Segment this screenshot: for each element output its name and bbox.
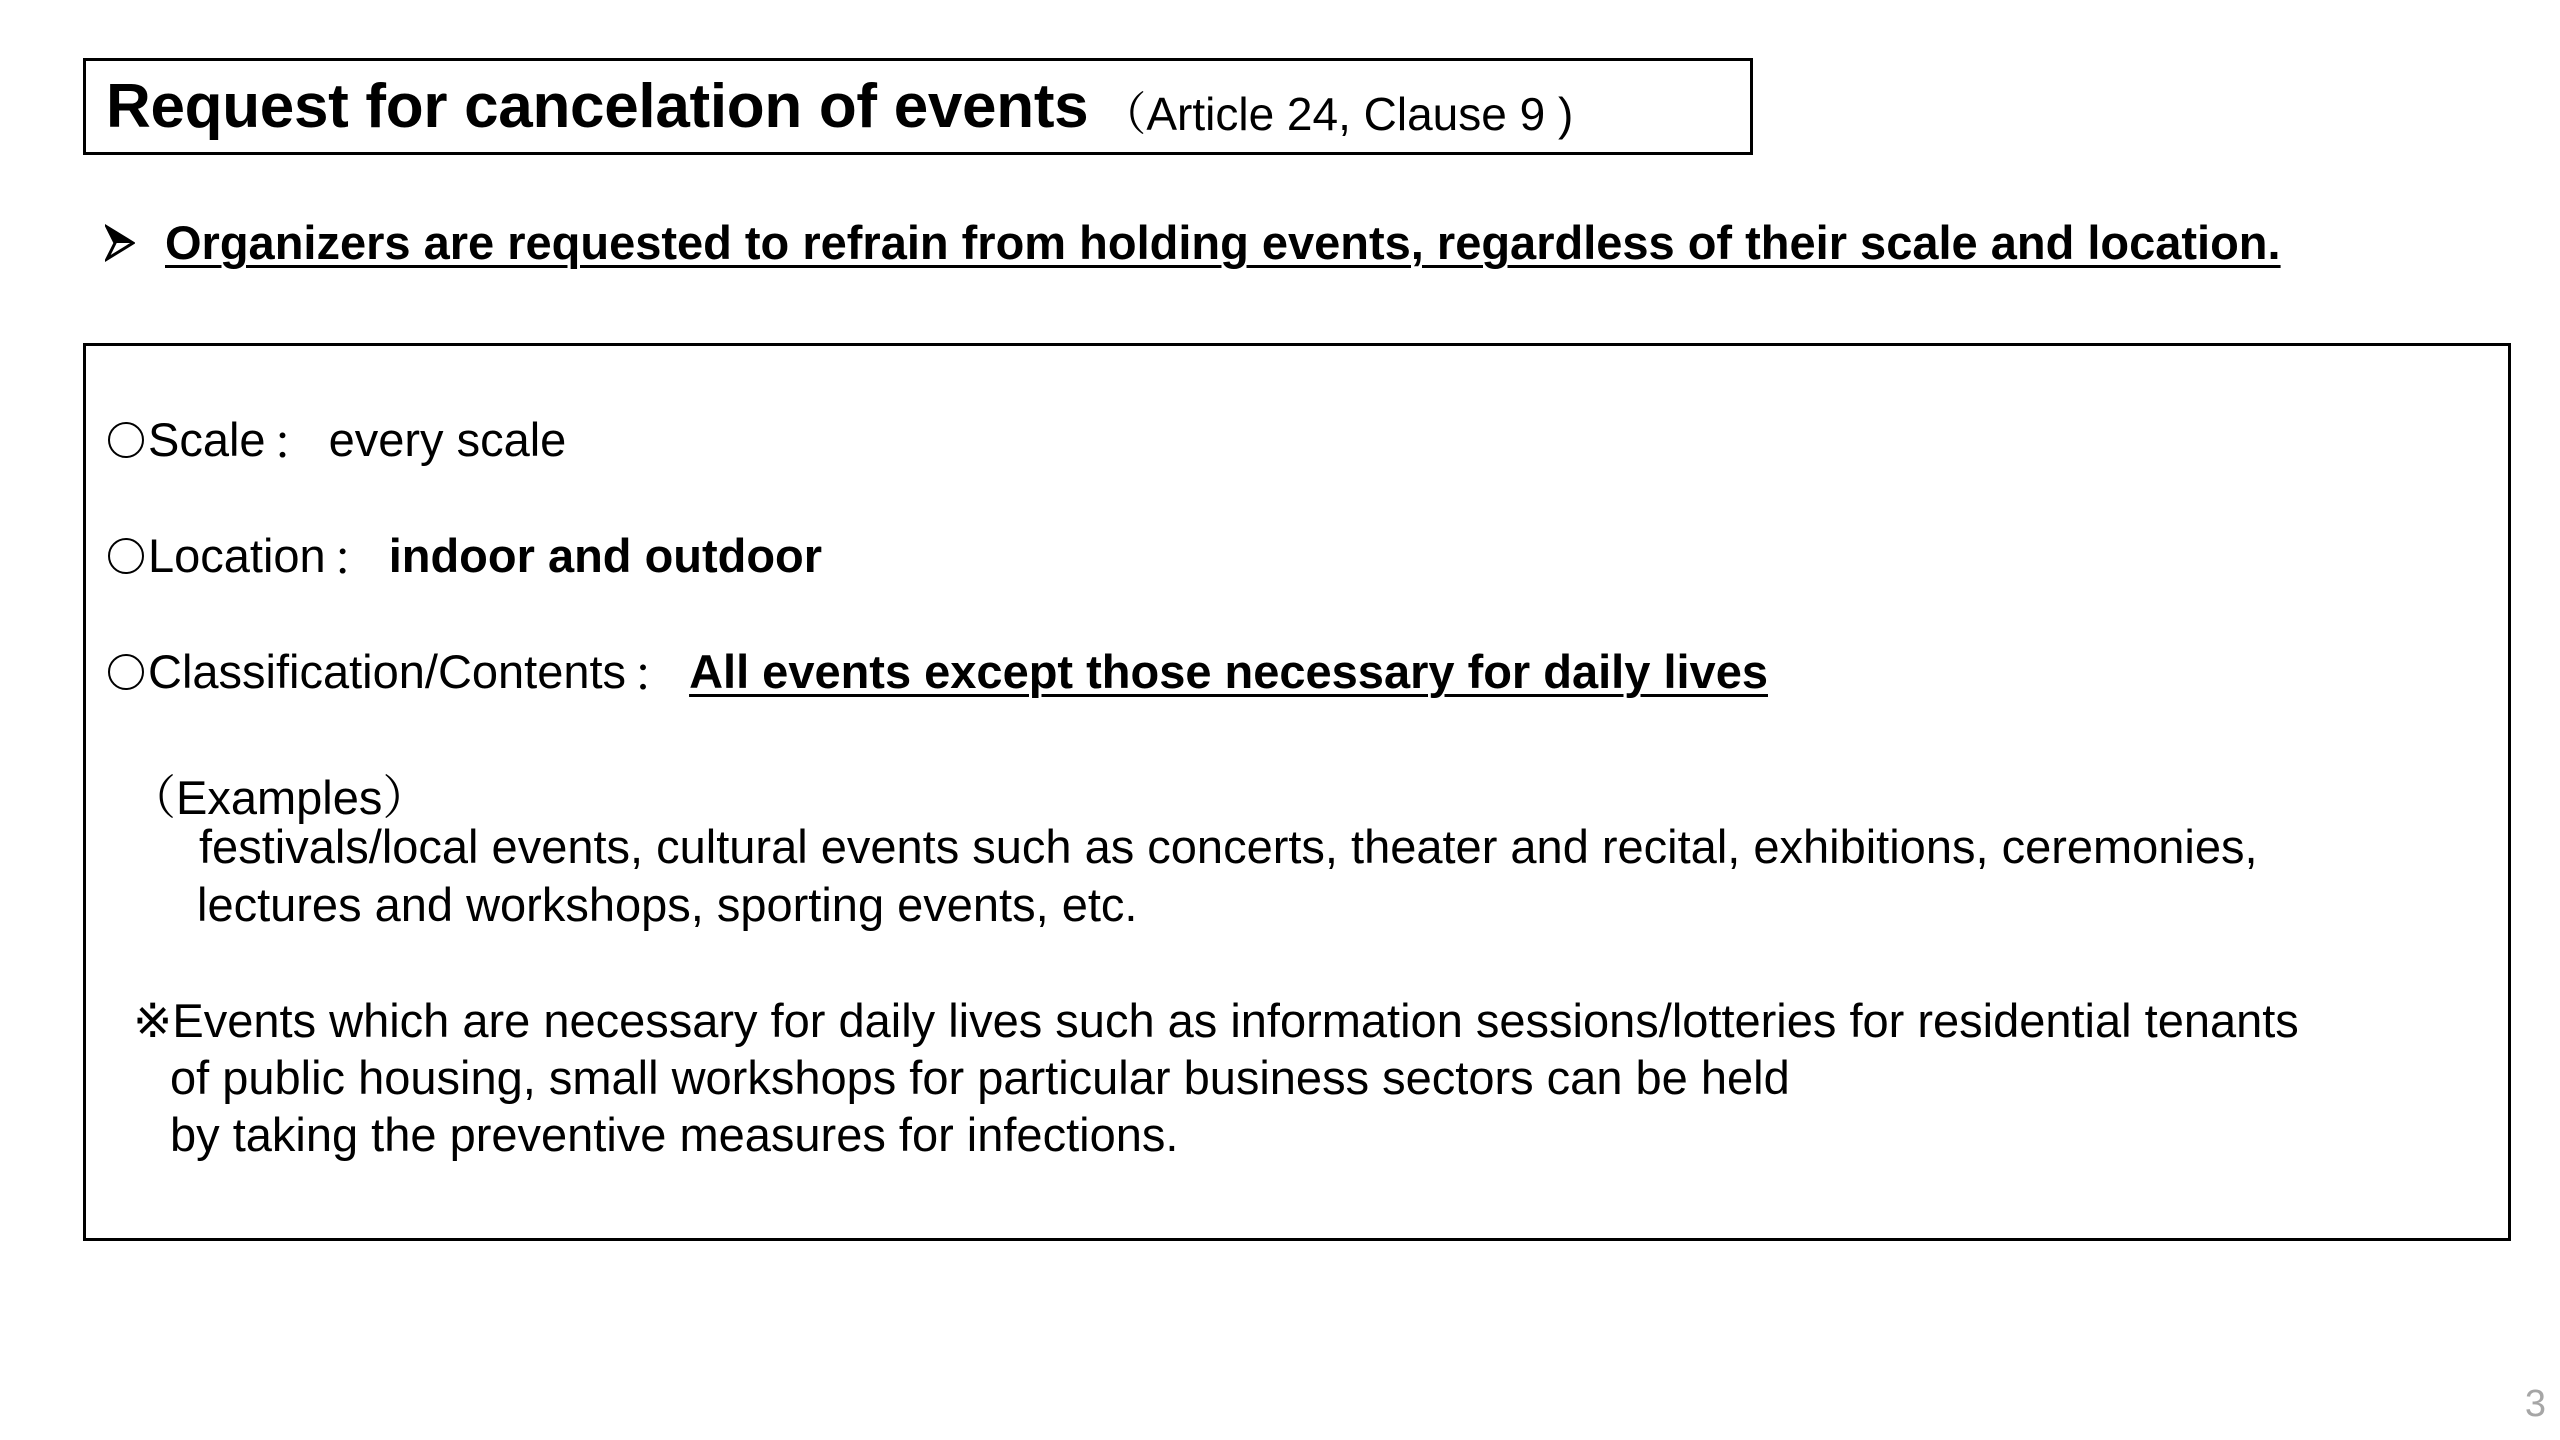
headline [105, 215, 2281, 270]
headline-text: Organizers are requested to refrain from holding events, regardless of their scale and location. [165, 216, 2281, 269]
scale-label: Scale [148, 413, 266, 466]
circle-bullet-icon [108, 538, 144, 574]
location-label: Location [148, 529, 326, 582]
location-separator: ： [331, 532, 379, 585]
page-number: 3 [2524, 1383, 2546, 1425]
note-line-3: by taking the preventive measures for infections. [170, 1108, 1179, 1161]
page-title: Request for cancelation of events [106, 72, 1089, 141]
details-box [83, 343, 2511, 1241]
examples-line-1: festivals/local events, cultural events such as concerts, theater and recital, exhibitions, ceremonies, [199, 820, 2258, 873]
page-subtitle: （Article 24, Clause 9 ) [1100, 87, 1574, 140]
arrowhead-bullet-icon [105, 223, 135, 263]
examples-line-2: lectures and workshops, sporting events, etc. [197, 878, 1138, 931]
classification-separator: ： [632, 648, 680, 701]
location-row [108, 522, 822, 589]
classification-value: All events except those necessary for daily lives [689, 645, 1768, 698]
examples-heading: （Examples） [129, 771, 430, 824]
scale-separator: ： [271, 416, 319, 469]
title-box [83, 58, 1753, 155]
note-line-1: ※Events which are necessary for daily lives such as information sessions/lotteries for residential tenants [133, 994, 2299, 1047]
classification-row [108, 638, 1768, 705]
scale-row [108, 406, 566, 473]
note-line-2: of public housing, small workshops for particular business sectors can be held [170, 1051, 1790, 1104]
location-value: indoor and outdoor [388, 529, 823, 582]
circle-bullet-icon [108, 654, 144, 690]
classification-label: Classification/Contents [148, 645, 627, 698]
circle-bullet-icon [108, 422, 144, 458]
scale-value: every scale [328, 413, 567, 466]
